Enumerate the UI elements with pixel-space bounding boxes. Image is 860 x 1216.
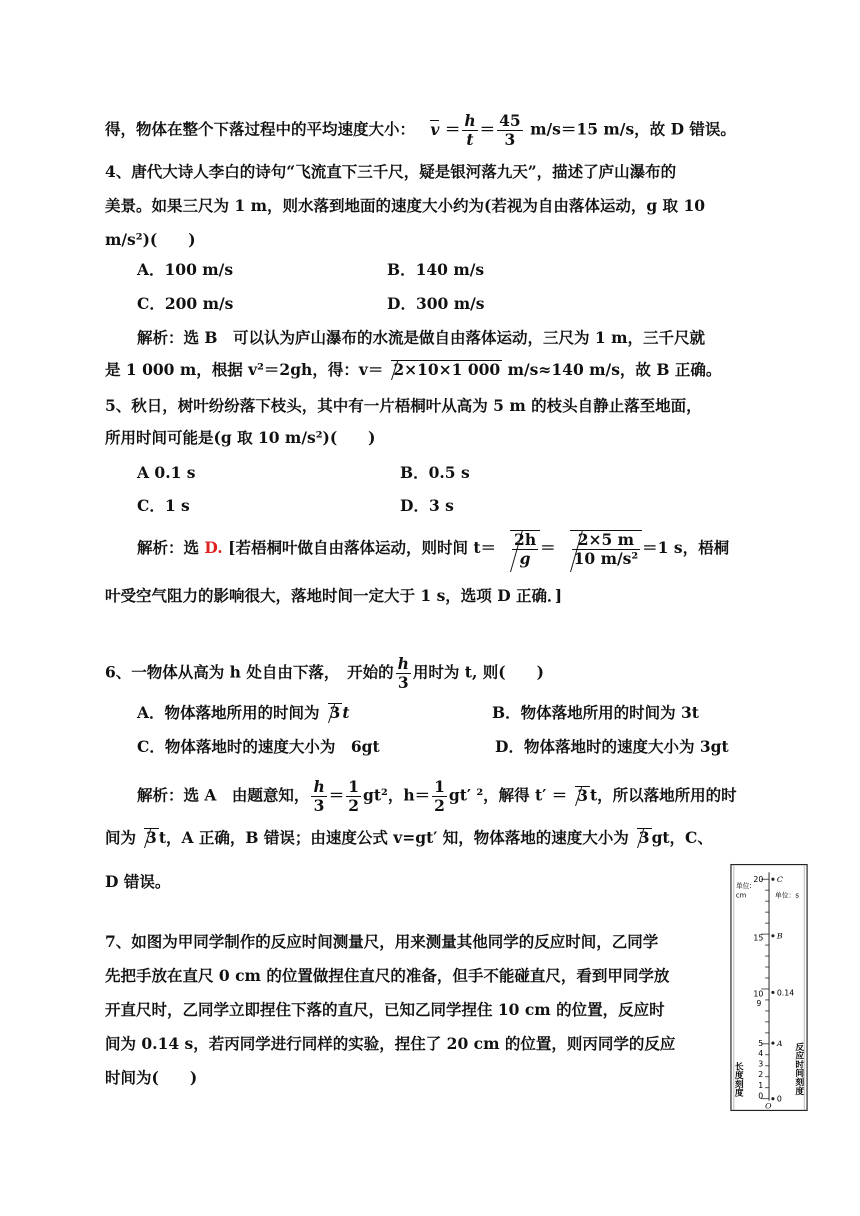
question-7-line-3: 开直尺时，乙同学立即捏住下落的直尺，已知乙同学捏住 10 cm 的位置，反应时 <box>105 1000 665 1019</box>
v-bar-symbol: v <box>430 119 440 139</box>
label-0: 0 <box>758 1091 764 1101</box>
question-7-line-1: 7、如图为甲同学制作的反应时间测量尺，用来测量其他同学的反应时间，乙同学 <box>105 932 659 951</box>
q6-solution-line-1: 解析：选 A 由题意知， $\frac{h}{3}$ ＝ $\frac{1}{2}$ gt²，h＝ $\frac{1}{2}$ gt′ ²，解得 t′ ＝ 3 t，所以落地所用的时 <box>137 777 737 815</box>
q5-option-d: D．3 s <box>400 496 454 515</box>
origin-O: O <box>765 1101 772 1111</box>
q5-solution-line-1: 解析：选 D. [若梧桐叶做自由落体运动，则时间 t＝ $\frac{2h}{g}$ ＝ $\frac{2\times 5 m}{\text{10 m/s²}}$ ＝1 s，梧桐 <box>137 530 730 568</box>
q6-solution-line-2: 间为 3 t，A 正确，B 错误；由速度公式 v=gt′ 知，物体落地的速度大小为 3 gt，C、 <box>105 828 713 847</box>
reaction-ruler-figure <box>730 860 810 1115</box>
q4-option-a: A．100 m/s <box>137 260 234 279</box>
question-7-line-2: 先把手放在直尺 0 cm 的位置做捏住直尺的准备，但手不能碰直尺，看到甲同学放 <box>105 966 670 985</box>
label-2: 2 <box>758 1070 764 1080</box>
solution-tail-line: 得，物体在整个下落过程中的平均速度大小： v ＝ $\frac{h}{t}$ ＝ $\frac{45}{3}$ m/s＝15 m/s，故 D 错误。 <box>105 111 736 149</box>
q4-option-c: C．200 m/s <box>137 294 234 313</box>
question-6-line-1: 6、一物体从高为 h 处自由下落， 开始的 $\frac{h}{3}$ 用时为 t, 则( ) <box>105 654 544 692</box>
sqrt: $\frac{2h}{g}$ <box>510 530 540 568</box>
question-4-line-2: 美景。如果三尺为 1 m，则水落到地面的速度大小约为(若视为自由落体运动，g 取 10 <box>105 196 706 215</box>
label-3: 3 <box>758 1059 764 1069</box>
label-1: 1 <box>758 1080 764 1090</box>
q6-option-b: B．物体落地所用的时间为 3t <box>492 703 699 722</box>
label-B: B <box>776 931 783 941</box>
fraction: $\frac{45}{3}$ <box>499 111 521 149</box>
q4-option-d: D．300 m/s <box>387 294 485 313</box>
sqrt: $\frac{2\times 5 m}{\text{10 m/s²}}$ <box>570 530 643 568</box>
question-5-line-2: 所用时间可能是(g 取 10 m/s²)( ) <box>105 428 376 447</box>
q5-solution-line-2: 叶受空气阻力的影响很大，落地时间一定大于 1 s，选项 D 正确．] <box>105 586 563 605</box>
answer-highlight: D. <box>204 538 223 557</box>
q4-solution-line-2: 是 1 000 m，根据 v²＝2gh，得：v＝ 2×10×1 000 m/s≈140 m/s，故 B 正确。 <box>105 360 722 379</box>
right-vertical-label: 反应时间刻度 <box>793 1042 804 1095</box>
label-9: 9 <box>756 999 762 1009</box>
q4-option-b: B．140 m/s <box>387 260 485 279</box>
label-C: C <box>776 875 783 885</box>
label-A: A <box>776 1039 783 1049</box>
question-7-line-5: 时间为( ) <box>105 1068 198 1087</box>
q4-solution-line-1: 解析：选 B 可以认为庐山瀑布的水流是做自由落体运动，三尺为 1 m，三千尺就 <box>137 328 705 347</box>
left-vertical-label: 长度刻度 <box>732 1061 743 1097</box>
text: m/s＝15 m/s，故 D 错误。 <box>530 119 736 139</box>
q5-option-c: C．1 s <box>137 496 190 515</box>
q6-option-a: A．物体落地所用的时间为 3 t <box>137 703 350 722</box>
label-10: 10 <box>753 989 764 999</box>
q5-option-a: A 0.1 s <box>137 463 196 482</box>
label-5: 5 <box>758 1039 764 1049</box>
q6-solution-line-3: D 错误。 <box>105 872 171 891</box>
unit-left: 单位: <box>735 881 752 890</box>
unit-left-cm: cm <box>735 891 747 900</box>
question-5-line-1: 5、秋日，树叶纷纷落下枝头，其中有一片梧桐叶从高为 5 m 的枝头自静止落至地面， <box>105 396 702 415</box>
label-20: 20 <box>753 875 764 885</box>
label-4: 4 <box>758 1048 764 1058</box>
q5-option-b: B．0.5 s <box>400 463 470 482</box>
sqrt: 2×10×1 000 <box>393 360 501 379</box>
text: 得，物体在整个下落过程中的平均速度大小： <box>105 119 416 139</box>
question-4-line-3: m/s²)( ) <box>105 230 196 249</box>
question-4-line-1: 4、唐代大诗人李白的诗句“飞流直下三千尺，疑是银河落九天”，描述了庐山瀑布的 <box>105 162 677 181</box>
fraction: $\frac{h}{t}$ <box>464 111 476 149</box>
q6-option-c: C．物体落地时的速度大小为 6gt <box>137 737 380 756</box>
label-0-right: 0 <box>776 1094 782 1104</box>
label-15: 15 <box>753 933 764 943</box>
question-7-line-4: 间为 0.14 s，若丙同学进行同样的实验，捏住了 20 cm 的位置，则丙同学的反应 <box>105 1034 676 1053</box>
fraction: $\frac{h}{3}$ <box>397 654 409 692</box>
q6-option-d: D．物体落地时的速度大小为 3gt <box>495 737 729 756</box>
unit-right: 单位：s <box>774 891 799 900</box>
label-014: 0.14 <box>776 988 795 998</box>
